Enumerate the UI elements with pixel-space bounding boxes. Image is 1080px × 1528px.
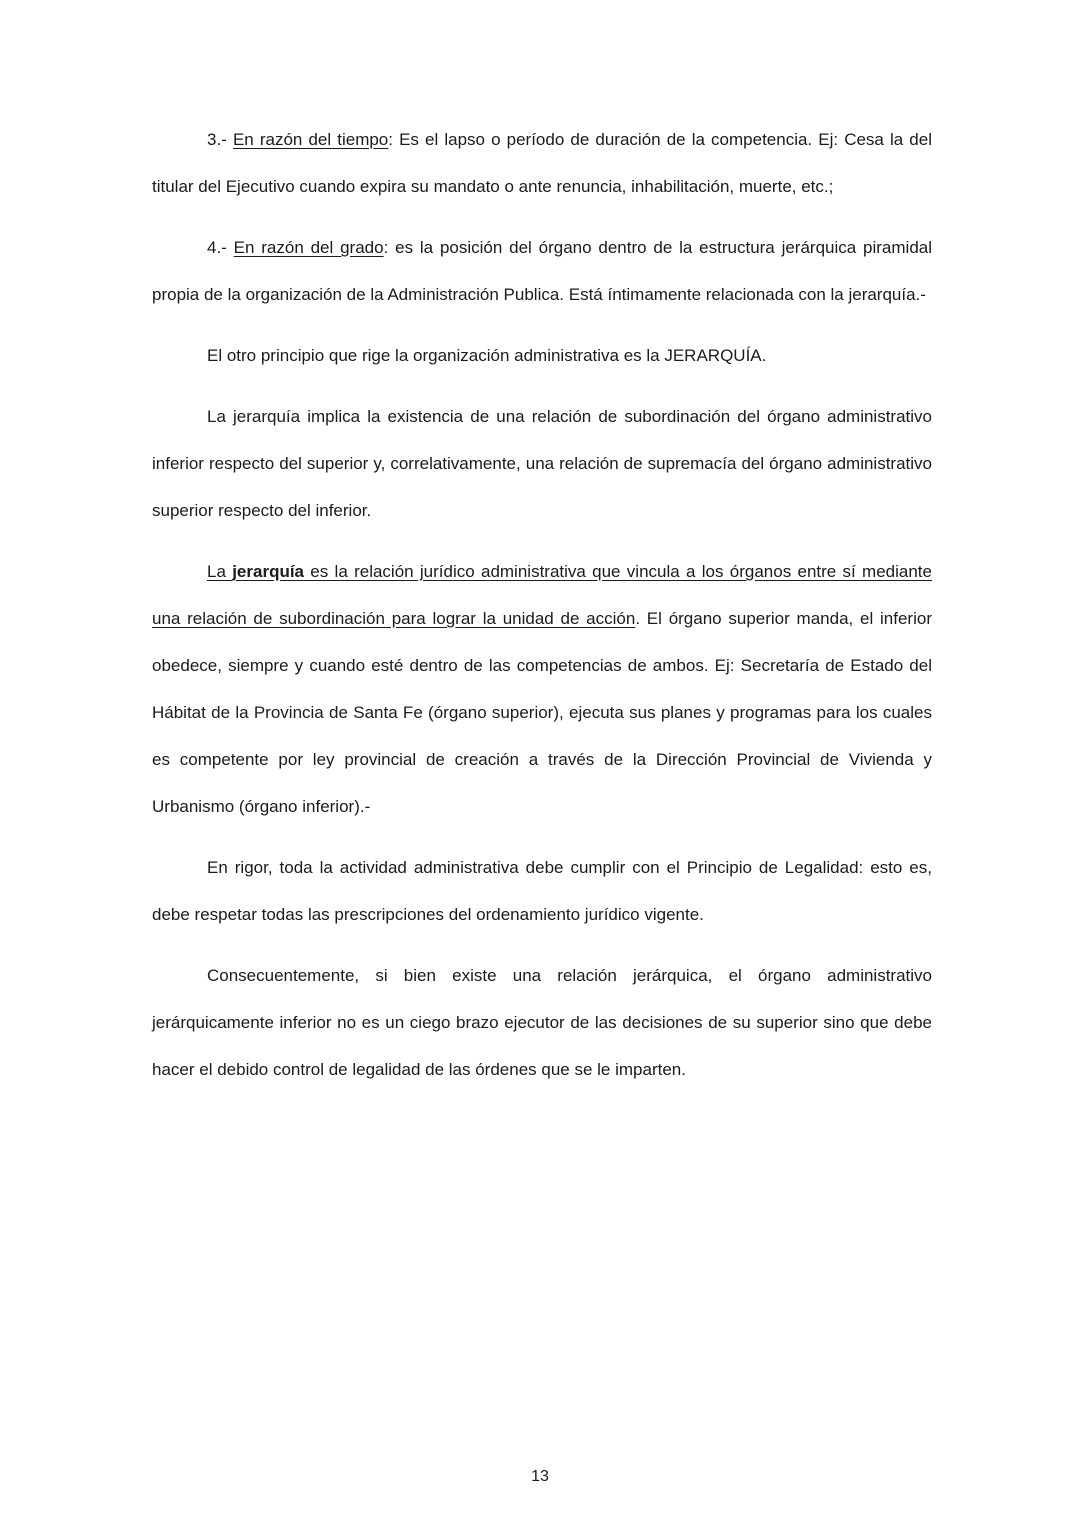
text-run-bold-underlined: jerarquía <box>232 562 305 581</box>
text-run: En rigor, toda la actividad administrativa debe cumplir con el Principio de Legalidad: esto es, debe respetar todas las prescripciones del ordenamiento jurídico vigente. <box>152 858 932 924</box>
text-run-underlined: La <box>207 562 233 581</box>
text-run: 4.- <box>207 238 234 257</box>
text-run: . El órgano superior manda, el inferior obedece, siempre y cuando esté dentro de las competencias de ambos. Ej: Secretaría de Estado del Hábitat de la Provincia de Santa Fe (órgano superior), ejecuta sus planes y programas para los cuales es competente por ley provincial de creación a través de la Dirección Provincial de Vivienda y Urbanismo (órgano inferior).- <box>152 609 932 816</box>
text-run-underlined: En razón del tiempo <box>232 130 389 149</box>
paragraph-otro-principio <box>152 332 932 379</box>
paragraph-control-legalidad <box>152 952 932 1093</box>
text-run: El otro principio que rige la organización administrativa es la JERARQUÍA. <box>207 346 767 365</box>
paragraph-principio-legalidad <box>152 844 932 938</box>
text-run: La jerarquía implica la existencia de una relación de subordinación del órgano administrativo inferior respecto del superior y, correlativamente, una relación de supremacía del órgano administrativo superior respecto del inferior. <box>152 407 932 520</box>
text-run-underlined: En razón del grado <box>233 238 384 257</box>
document-body <box>152 116 932 1107</box>
page-number: 13 <box>531 1468 549 1485</box>
text-run: : Es el lapso o período de duración de la competencia. Ej: Cesa la del titular del Ejecutivo cuando expira su mandato o ante renuncia, inhabilitación, muerte, etc.; <box>152 130 932 196</box>
paragraph-razon-del-grado <box>152 224 932 318</box>
text-run: : es la posición del órgano dentro de la estructura jerárquica piramidal propia de la organización de la Administración Publica. Está íntimamente relacionada con la jerarquía.- <box>152 238 933 304</box>
paragraph-jerarquia-implica <box>152 393 932 534</box>
text-run: Consecuentemente, si bien existe una relación jerárquica, el órgano administrativo jerárquicamente inferior no es un ciego brazo ejecutor de las decisiones de su superior sino que debe hacer el debido control de legalidad de las órdenes que se le imparten. <box>152 966 932 1079</box>
text-run-underlined: es la relación jurídico administrativa que vincula a los órganos entre sí mediante una relación de subordinación para lograr la unidad de acción <box>152 562 932 628</box>
paragraph-jerarquia-definicion <box>152 548 932 830</box>
text-run: 3.- <box>207 130 233 149</box>
paragraph-razon-del-tiempo <box>152 116 932 210</box>
